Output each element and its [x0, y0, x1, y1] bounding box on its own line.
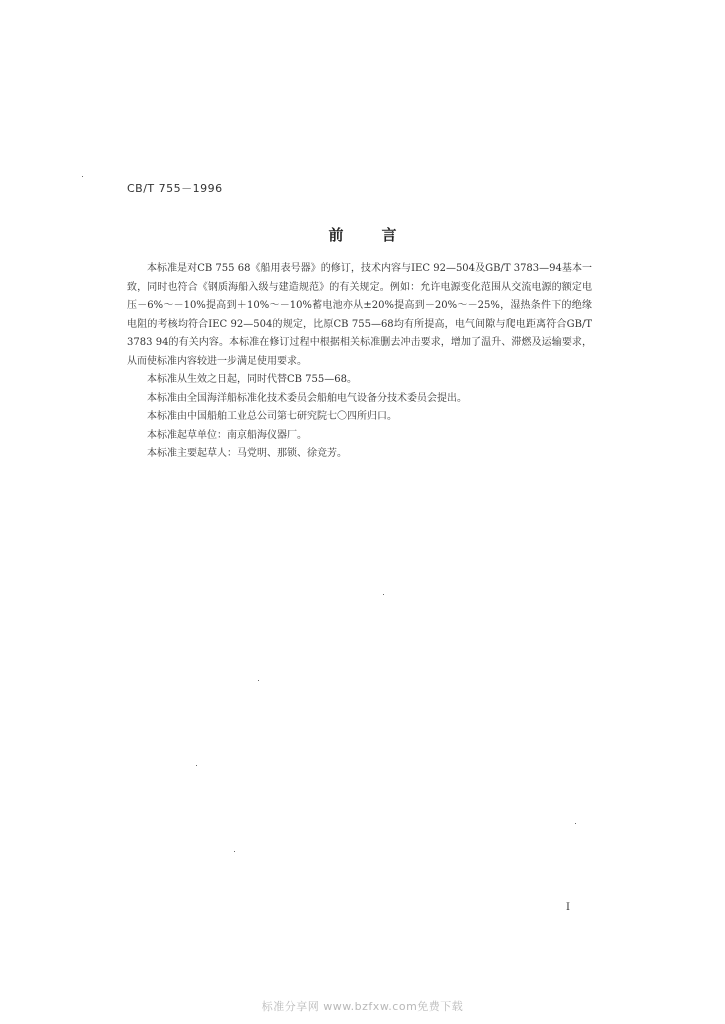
scan-speck — [575, 823, 576, 824]
scan-speck — [234, 851, 235, 852]
watermark-text: 标准分享网 www.bzfxw.com免费下载 — [261, 1000, 464, 1013]
paragraph: 本标准由全国海洋船标准化技术委员会船舶电气设备分技术委员会提出。 — [147, 392, 467, 404]
page-number: I — [566, 902, 570, 913]
scan-speck — [383, 594, 384, 595]
paragraph: 本标准是对CB 755 68《船用表号器》的修订，技术内容与IEC 92—504及GB/T 3783—94基本一致，同时也符合《钢质海船入级与建造规范》的有关规定。例如：允许电源变化范围从交流电源的额定电压－6%～－10%提高到＋10%～－10%蓄电池亦从±20%提高到－20%～－25%，湿热条件下的绝缘电阻的考核均符合IEC 92—504的规定，比原CB 755—68均有所提高，电气间隙与爬电距离符合GB/T 3783 94的有关内容。本标准在修订过程中根据相关标准删去冲击要求，增加了温升、滞燃及运输要求，从而使标准内容较进一步满足使用要求。 — [127, 263, 592, 367]
scan-speck — [196, 765, 197, 766]
page-title: 前言 — [328, 226, 435, 244]
paragraph: 本标准由中国船舶工业总公司第七研究院七〇四所归口。 — [147, 411, 397, 422]
paragraph: 本标准主要起草人：马党明、那锁、徐竞芳。 — [147, 448, 347, 459]
document-code: CB/T 755－1996 — [127, 182, 223, 195]
scan-speck — [82, 176, 83, 177]
scan-speck — [258, 680, 259, 681]
paragraph: 本标准从生效之日起，同时代替CB 755—68。 — [147, 374, 357, 385]
paragraph: 本标准起草单位：南京船海仪器厂。 — [147, 429, 307, 441]
foreword-body — [127, 260, 592, 464]
